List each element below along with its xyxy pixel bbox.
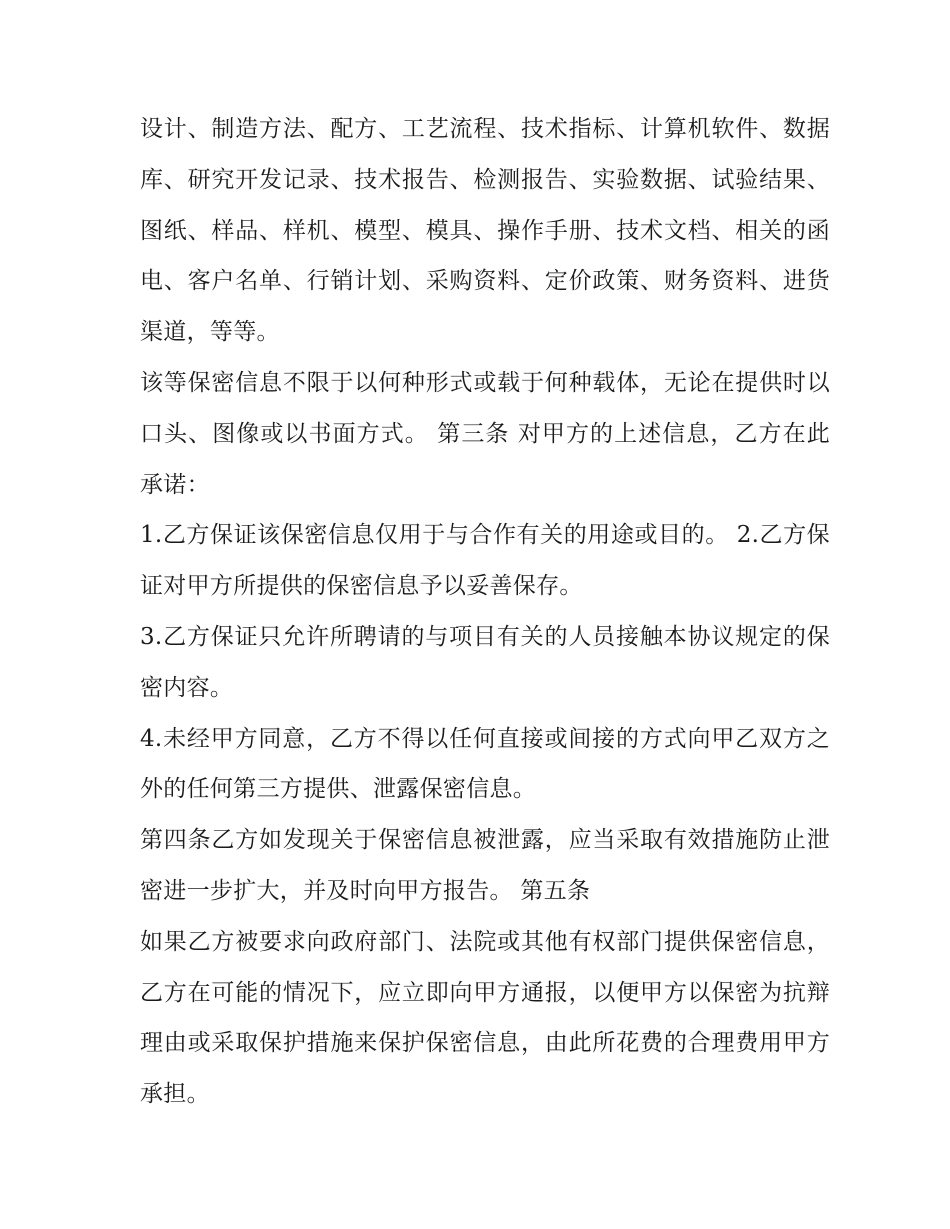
paragraph-confidential-scope: 设计、制造方法、配方、工艺流程、技术指标、计算机软件、数据库、研究开发记录、技术报告、检测报告、实验数据、试验结果、图纸、样品、样机、模型、模具、操作手册、技术文档、相关的函电、客户名单、行销计划、采购资料、定价政策、财务资料、进货渠道，等等。 — [140, 116, 830, 346]
paragraph-article-5: 如果乙方被要求向政府部门、法院或其他有权部门提供保密信息，乙方在可能的情况下，应立即向甲方通报，以便甲方以保密为抗辩理由或采取保护措施来保护保密信息，由此所花费的合理费用甲方承担。 — [140, 928, 830, 1108]
paragraph-commitment-4: 4.未经甲方同意，乙方不得以任何直接或间接的方式向甲乙双方之外的任何第三方提供、泄露保密信息。 — [140, 725, 830, 803]
paragraph-commitment-3: 3.乙方保证只允许所聘请的与项目有关的人员接触本协议规定的保密内容。 — [140, 623, 830, 701]
paragraph-form-of-information: 该等保密信息不限于以何种形式或载于何种载体，无论在提供时以口头、图像或以书面方式。 第三条 对甲方的上述信息，乙方在此承诺： — [140, 369, 830, 498]
paragraph-commitment-1-2: 1.乙方保证该保密信息仅用于与合作有关的用途或目的。 2.乙方保证对甲方所提供的保密信息予以妥善保存。 — [140, 522, 830, 600]
document-body — [140, 104, 830, 1120]
paragraph-article-4: 第四条乙方如发现关于保密信息被泄露，应当采取有效措施防止泄密进一步扩大，并及时向甲方报告。 第五条 — [140, 827, 830, 904]
